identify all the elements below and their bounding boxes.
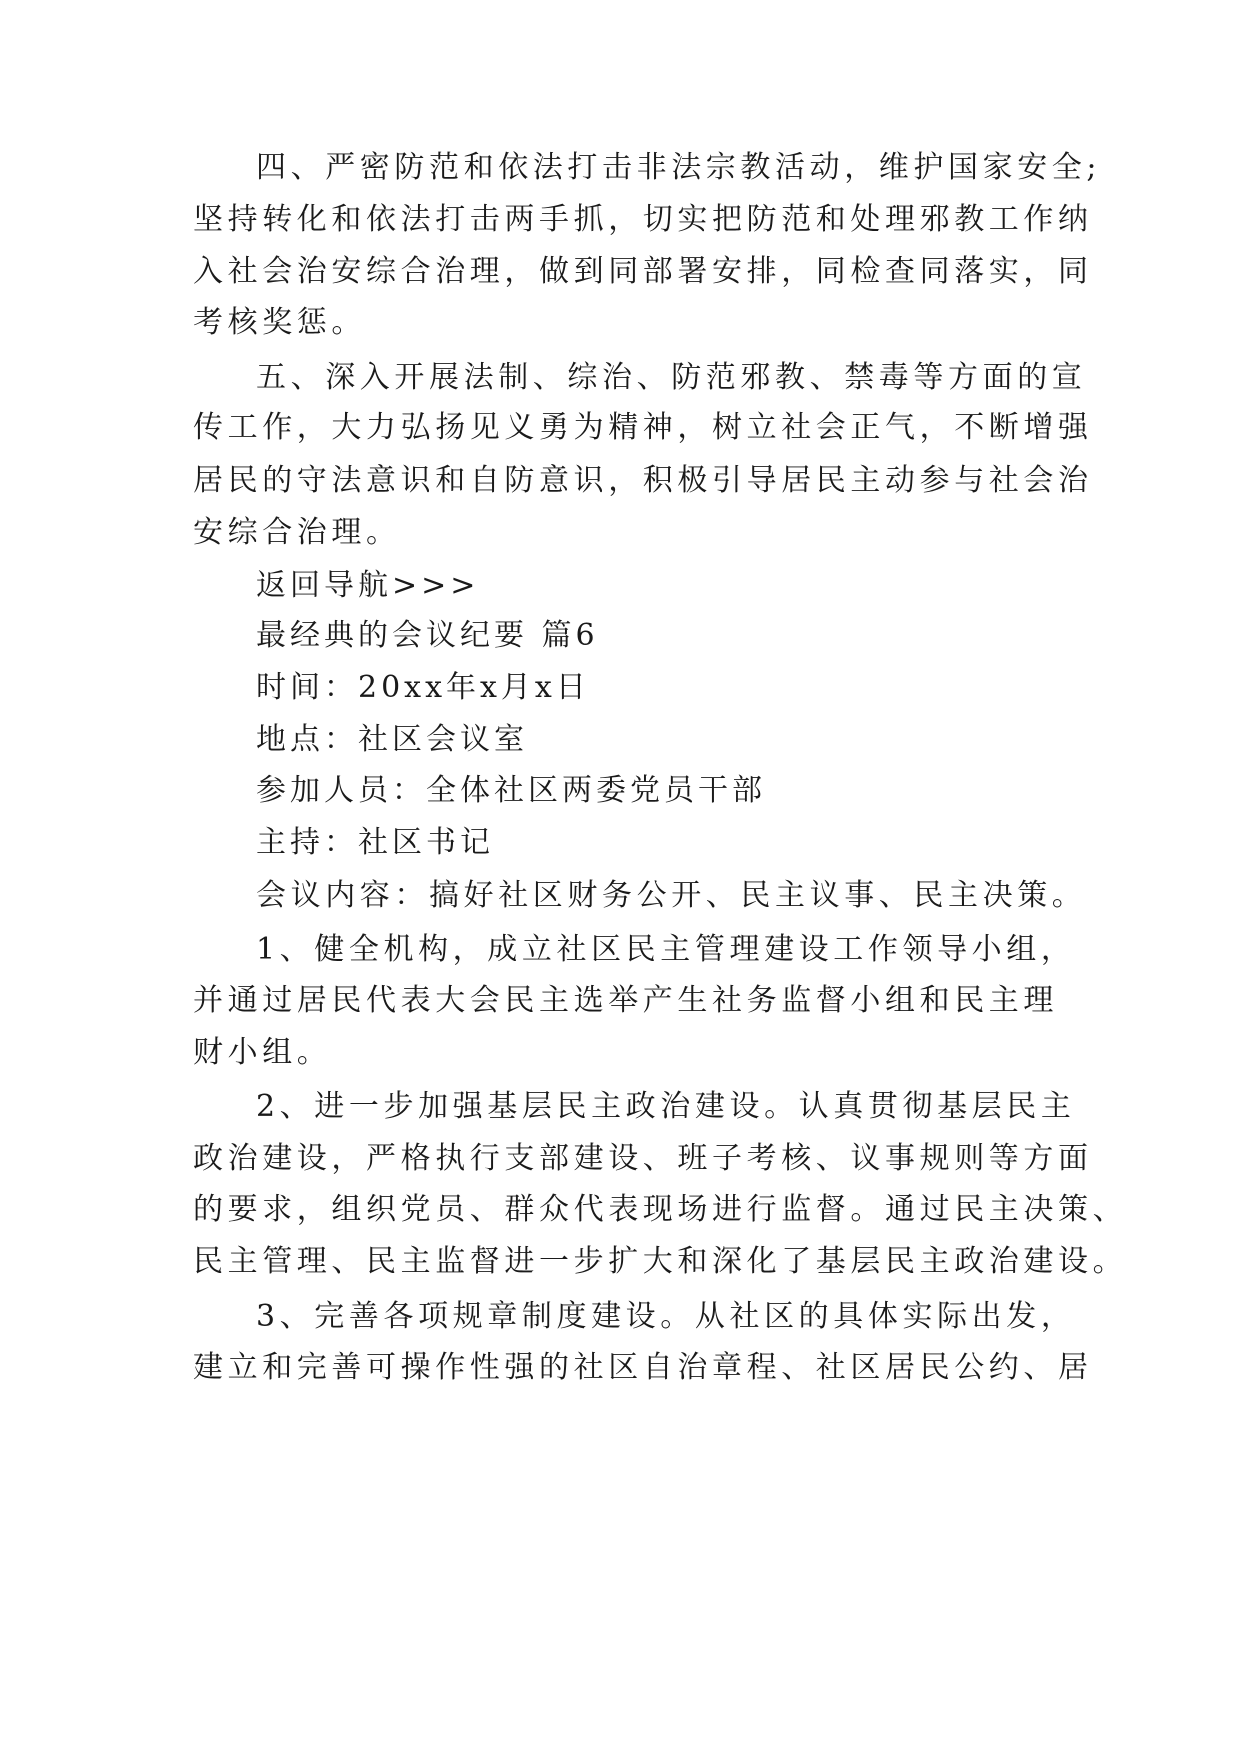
paragraph-line: 居民的守法意识和自防意识，积极引导居民主动参与社会治 [193,463,1093,498]
paragraph-line: 五、深入开展法制、综治、防范邪教、禁毒等方面的宣 [256,360,1087,395]
paragraph-line: 安综合治理。 [193,515,401,550]
paragraph-line: 政治建设，严格执行支部建设、班子考核、议事规则等方面 [193,1141,1093,1176]
paragraph-line: 并通过居民代表大会民主选举产生社务监督小组和民主理 [193,983,1058,1018]
paragraph-line: 传工作，大力弘扬见义勇为精神，树立社会正气，不断增强 [193,410,1093,445]
paragraph-line: 考核奖惩。 [193,305,366,340]
paragraph-line: 建立和完善可操作性强的社区自治章程、社区居民公约、居 [193,1350,1093,1385]
back-to-navigation-link[interactable]: 返回导航>>> [256,568,480,603]
meeting-host: 主持：社区书记 [256,825,494,860]
section-heading: 最经典的会议纪要 篇6 [256,618,599,653]
paragraph-line: 2、进一步加强基层民主政治建设。认真贯彻基层民主 [256,1089,1076,1124]
meeting-location: 地点：社区会议室 [256,722,528,757]
paragraph-line: 的要求，组织党员、群众代表现场进行监督。通过民主决策、 [193,1192,1128,1227]
paragraph-line: 四、严密防范和依法打击非法宗教活动，维护国家安全; [256,150,1102,185]
paragraph-line: 财小组。 [193,1035,332,1070]
paragraph-line: 1、健全机构，成立社区民主管理建设工作领导小组， [256,932,1076,967]
meeting-content: 会议内容：搞好社区财务公开、民主议事、民主决策。 [256,878,1087,913]
paragraph-line: 民主管理、民主监督进一步扩大和深化了基层民主政治建设。 [193,1244,1128,1279]
meeting-attendees: 参加人员：全体社区两委党员干部 [256,773,766,808]
meeting-time: 时间：20xx年x月x日 [256,670,590,705]
paragraph-line: 3、完善各项规章制度建设。从社区的具体实际出发， [256,1299,1076,1334]
paragraph-line: 入社会治安综合治理，做到同部署安排，同检查同落实，同 [193,254,1093,289]
paragraph-line: 坚持转化和依法打击两手抓，切实把防范和处理邪教工作纳 [193,202,1093,237]
